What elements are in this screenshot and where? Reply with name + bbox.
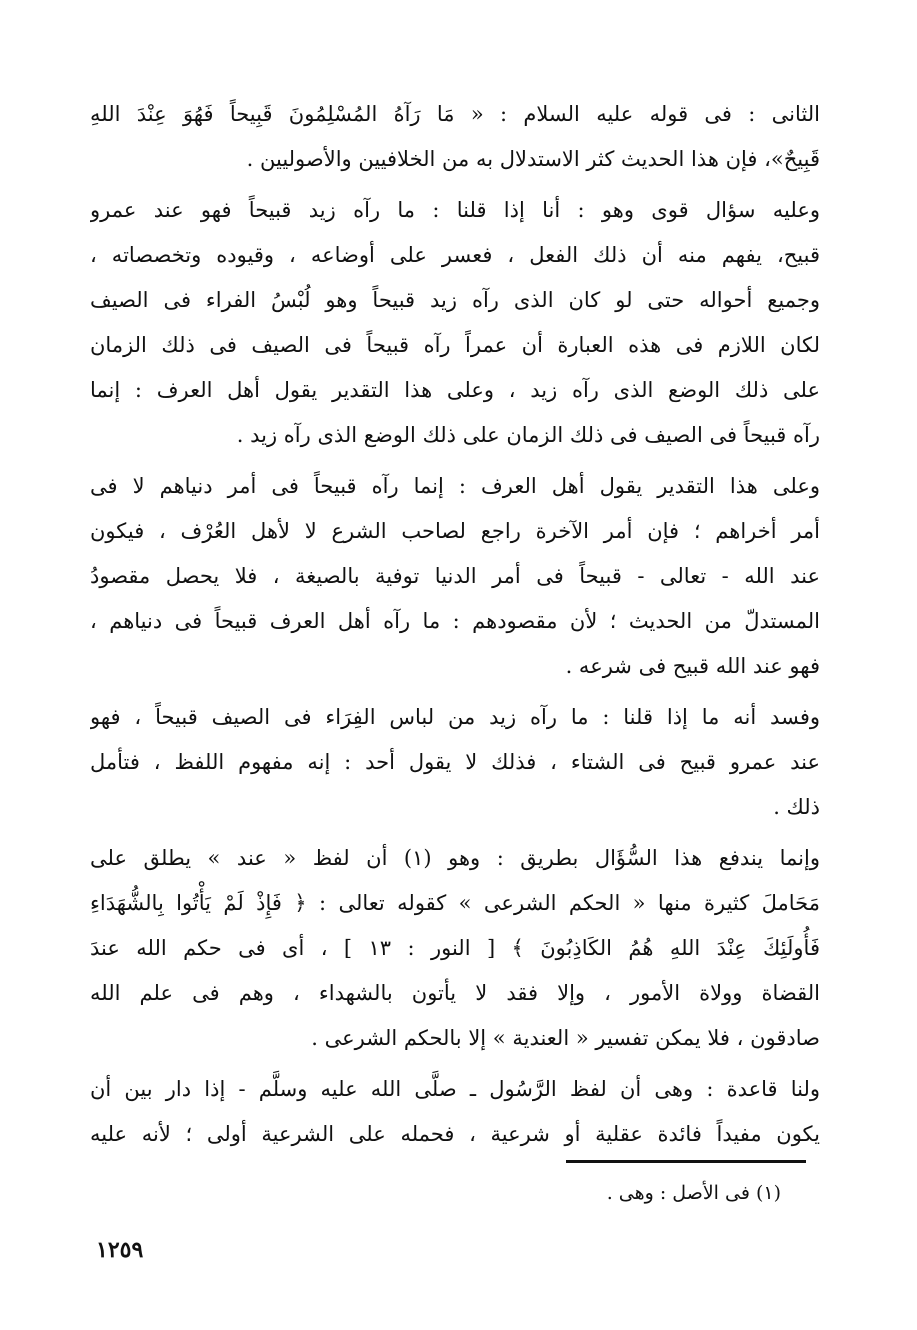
paragraph-2: [90, 188, 820, 458]
text-line: الثانى : فى قوله عليه السلام : « مَا رَآهُ المُسْلِمُونَ قَبِيحاً فَهُوَ عِنْدَ اللهِ: [90, 102, 820, 126]
text-line: القضاة وولاة الأمور ، وإلا فقد لا يأتون بالشهداء ، وهم فى علم الله: [90, 981, 820, 1005]
text-line: رآه قبيحاً فى الصيف فى ذلك الزمان على ذلك الوضع الذى رآه زيد .: [236, 423, 820, 447]
page-number: ١٢٥٩: [96, 1237, 144, 1263]
text-line: ذلك .: [773, 795, 820, 819]
text-line: المستدلّ من الحديث ؛ لأن مقصودهم : ما رآه أهل العرف قبيحاً فى دنياهم ،: [90, 609, 820, 633]
text-line: عند عمرو قبيح فى الشتاء ، فذلك لا يقول أحد : إنه مفهوم اللفظ ، فتأمل: [90, 750, 820, 774]
text-line: يكون مفيداً فائدة عقلية أو شرعية ، فحمله على الشرعية أولى ؛ لأنه عليه: [90, 1122, 820, 1146]
text-line: أمر أخراهم ؛ فإن أمر الآخرة راجع لصاحب الشرع لا لأهل العُرْف ، فيكون: [90, 519, 820, 543]
text-line: فَأُولَئِكَ عِنْدَ اللهِ هُمُ الكَاذِبُونَ ﴾ [ النور : ١٣ ] ، أى فى حكم الله عندَ: [90, 936, 820, 960]
text-line: لكان اللازم فى هذه العبارة أن عمراً رآه قبيحاً فى الصيف فى ذلك الزمان: [90, 333, 820, 357]
text-line: ولنا قاعدة : وهى أن لفظ الرَّسُول ـ صلَّى الله عليه وسلَّم - إذا دار بين أن: [90, 1077, 820, 1101]
paragraph-1: [90, 92, 820, 182]
text-line: قبيح، يفهم منه أن ذلك الفعل ، فعسر على أوضاعه ، وقيوده وتخصصاته ،: [90, 243, 820, 267]
text-line: عند الله - تعالى - قبيحاً فى أمر الدنيا توفية بالصيغة ، فلا يحصل مقصودُ: [90, 564, 820, 588]
footnote: (١) فى الأصل : وهى .: [606, 1182, 781, 1204]
text-line: قَبِيحٌ»، فإن هذا الحديث كثر الاستدلال به من الخلافيين والأصوليين .: [246, 147, 820, 171]
text-line: وعليه سؤال قوى وهو : أنا إذا قلنا : ما رآه زيد قبيحاً فهو عند عمرو: [90, 198, 820, 222]
paragraph-4: [90, 695, 820, 830]
paragraph-6: [90, 1067, 820, 1157]
text-line: وإنما يندفع هذا السُّؤَال بطريق : وهو (١) أن لفظ « عند » يطلق على: [90, 846, 820, 870]
page-body: [90, 92, 820, 1157]
text-line: مَحَاملَ كثيرة منها « الحكم الشرعى » كقوله تعالى : ﴿ فَإِذْ لَمْ يَأْتُوا بِالشُّهَدَاءِ: [90, 891, 820, 915]
text-line: وعلى هذا التقدير يقول أهل العرف : إنما رآه قبيحاً فى أمر دنياهم لا فى: [90, 474, 820, 498]
text-line: فهو عند الله قبيح فى شرعه .: [565, 654, 820, 678]
paragraph-3: [90, 464, 820, 689]
text-line: صادقون ، فلا يمكن تفسير « العندية » إلا بالحكم الشرعى .: [311, 1026, 820, 1050]
text-line: على ذلك الوضع الذى رآه زيد ، وعلى هذا التقدير يقول أهل العرف : إنما: [90, 378, 820, 402]
footnote-divider: [566, 1160, 806, 1163]
text-line: وفسد أنه ما إذا قلنا : ما رآه زيد من لباس الفِرَاء فى الصيف قبيحاً ، فهو: [90, 705, 820, 729]
text-line: وجميع أحواله حتى لو كان الذى رآه زيد قبيحاً وهو لُبْسُ الفراء فى الصيف: [90, 288, 820, 312]
paragraph-5: [90, 836, 820, 1061]
